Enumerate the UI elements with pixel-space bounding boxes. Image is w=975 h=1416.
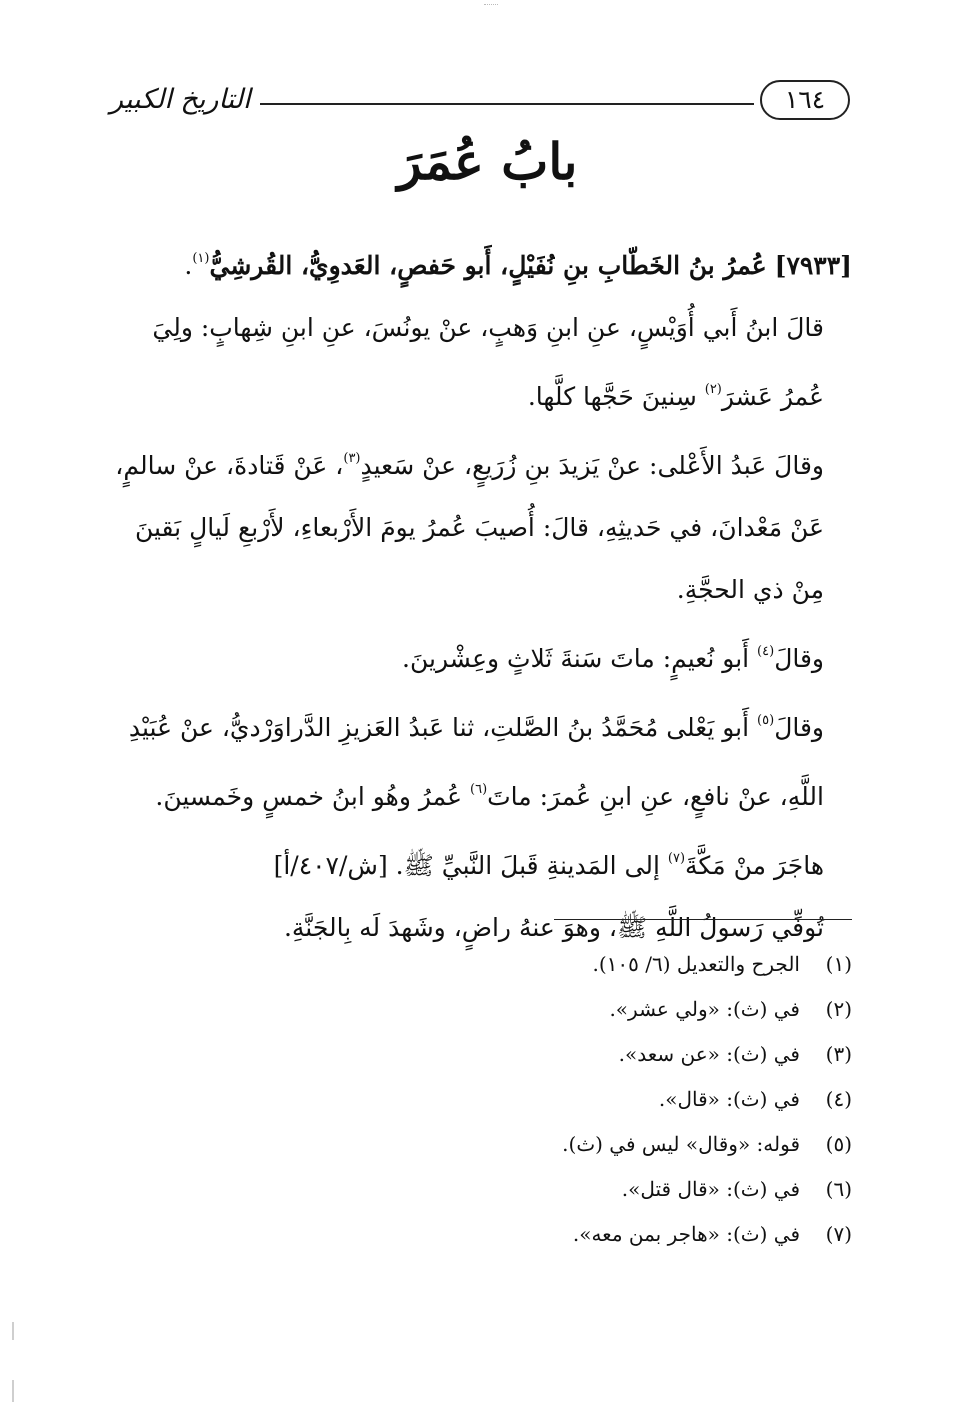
footnotes (252, 942, 852, 1257)
scan-edge-mark (12, 1380, 14, 1402)
paragraph-1-text-a: قالَ ابنُ أَبي أُوَيْسٍ، عنِ ابنِ وَهبٍ، عنْ يونُسَ، عنِ ابنِ شِهابٍ: ولِيَ عُمرُ عَشرَ (152, 313, 824, 411)
footnote-number: (٢) (825, 997, 852, 1021)
footnote-number: (١) (825, 952, 852, 976)
paragraph-4-text-c: عُمرُ وهُو ابنُ خمسٍ وخَمسينَ. (155, 782, 470, 811)
running-header (110, 80, 850, 126)
footnote-ref-3[interactable]: (٣) (343, 451, 361, 466)
paragraph-1 (112, 297, 852, 428)
paragraph-5-text-b: إلى المَدينةِ قَبلَ النَّبيِّ ﷺ. [ش/٤٠٧/أ] (273, 851, 668, 880)
footnote-text: في (ث): «عن سعد». (618, 1042, 800, 1066)
footnote-ref-5[interactable]: (٥) (757, 713, 775, 728)
footnote-number: (٤) (825, 1087, 852, 1111)
footnote-4 (252, 1077, 852, 1122)
chapter-title: بابُ عُمَرَ (397, 132, 578, 191)
footnote-2 (252, 987, 852, 1032)
paragraph-1-text-b: سِنينَ حَجَّها كلَّها. (527, 382, 705, 411)
footnote-text: في (ث): «قال قتل». (621, 1177, 800, 1201)
paragraph-6: تُوفِّي رَسولُ اللَّهِ ﷺ، وهوَ عنهُ راضٍ، وشَهدَ لَه بِالجَنَّةِ. (283, 913, 824, 942)
footnote-text: في (ث): «ولي عشر». (609, 997, 800, 1021)
footnote-ref-7[interactable]: (٧) (667, 851, 686, 866)
paragraph-4-text-a: وقالَ (774, 713, 824, 742)
paragraph-3 (112, 621, 852, 690)
footnote-text: قوله: «وقال» ليس في (ث). (562, 1132, 800, 1156)
footnote-ref-2[interactable]: (٢) (704, 382, 722, 397)
footnote-ref-6[interactable]: (٦) (470, 782, 488, 797)
footnote-5 (252, 1122, 852, 1167)
entry-title: عُمرُ بنُ الخَطّابِ بنِ نُفَيْلٍ، أَبو حَفصٍ، العَدوِيُّ، القُرشِيُّ (209, 251, 767, 280)
entry-heading (112, 228, 852, 297)
scan-mark (484, 4, 498, 5)
header-rule (260, 103, 754, 105)
footnote-7 (252, 1212, 852, 1257)
entry-period: . (184, 251, 193, 280)
footnote-ref-4[interactable]: (٤) (757, 644, 775, 659)
paragraph-4 (112, 690, 852, 828)
footnote-1 (252, 942, 852, 987)
footnote-text: في (ث): «هاجر بمن معه». (572, 1222, 800, 1246)
entry-number: [٧٩٣٣] (774, 251, 852, 280)
footnote-text: في (ث): «قال». (658, 1087, 800, 1111)
footnote-6 (252, 1167, 852, 1212)
page-number: ١٦٤ (760, 80, 850, 120)
main-text (112, 228, 852, 959)
footnote-number: (٥) (825, 1132, 852, 1156)
paragraph-3-text-b: أَبو نُعيمٍ: ماتَ سَنةَ ثَلاثٍ وعِشْرينَ. (402, 644, 758, 673)
paragraph-5 (112, 828, 852, 897)
footnote-ref-1[interactable]: (١) (192, 251, 210, 266)
footnote-number: (٣) (825, 1042, 852, 1066)
paragraph-2-text-a: وقالَ عَبدُ الأَعْلى: عنْ يَزيدَ بنِ زُرَيعٍ، عنْ سَعيدٍ (360, 451, 824, 480)
scan-edge-mark (12, 1322, 14, 1340)
footnote-number: (٧) (825, 1222, 852, 1246)
footnote-3 (252, 1032, 852, 1077)
paragraph-2-text-b: ، عَنْ قَتادةَ، عنْ سالمٍ، عَنْ مَعْدانَ، في حَديثِهِ، قالَ: أُصيبَ عُمرُ يومَ الأَرْبعاءِ، لأَرْبعِ لَيالٍ بَقينَ مِنْ ذي الحجَّةِ. (115, 451, 824, 604)
paragraph-4-text-b: أَبو يَعْلى مُحَمَّدُ بنُ الصَّلتِ، ثنا عَبدُ العَزيزِ الدَّراوَرْديُّ، عنْ عُبَيْدِ اللَّهِ، عنْ نافعٍ، عنِ ابنِ عُمرَ: ماتَ (128, 713, 824, 811)
footnote-separator (554, 919, 852, 920)
book-title: التاريخ الكبير (110, 84, 251, 115)
footnote-text: الجرح والتعديل (٦/ ١٠٥). (592, 952, 800, 976)
footnote-number: (٦) (825, 1177, 852, 1201)
paragraph-3-text-a: وقالَ (774, 644, 824, 673)
paragraph-5-text-a: هاجَرَ منْ مَكَّةَ (685, 851, 824, 880)
paragraph-2 (112, 428, 852, 621)
